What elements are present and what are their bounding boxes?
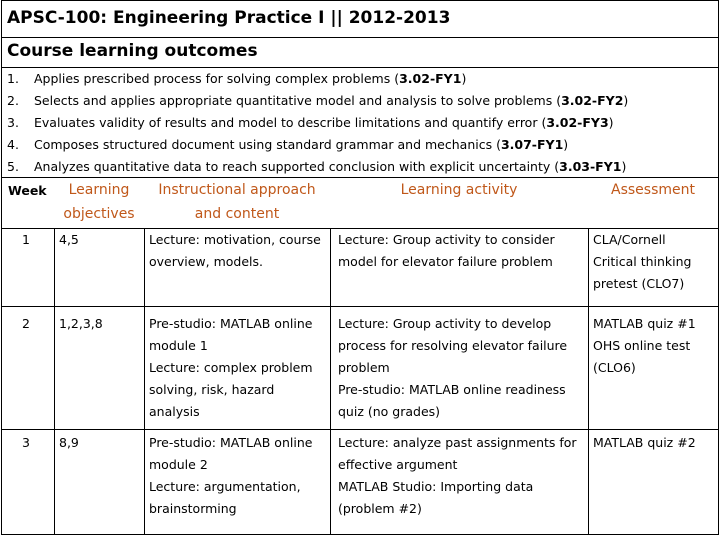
header-approach <box>144 178 330 226</box>
outcome-code: 3.02-FY3 <box>546 115 609 130</box>
approach-line: brainstorming <box>149 501 237 516</box>
outcome-close: ) <box>608 115 614 130</box>
activity-line: process for resolving elevator failure <box>338 338 568 353</box>
table-top-rule <box>2 177 718 178</box>
outcome-text <box>34 115 614 130</box>
assessment-line: CLA/Cornell <box>593 232 666 247</box>
header-objectives-line: objectives <box>63 206 135 222</box>
activity-line: effective argument <box>338 457 458 472</box>
row-objectives-value: 1,2,3,8 <box>59 316 103 331</box>
row-week-value: 3 <box>22 435 30 450</box>
activity-line: Lecture: Group activity to develop <box>338 316 552 331</box>
assessment-line: pretest (CLO7) <box>593 276 685 291</box>
row-objectives-value: 4,5 <box>59 232 79 247</box>
activity-line: problem <box>338 360 390 375</box>
title-row <box>2 1 718 38</box>
row-objectives <box>59 432 79 454</box>
row-approach <box>149 432 312 520</box>
row-activity <box>338 313 567 423</box>
row-approach <box>149 313 313 423</box>
row-divider <box>2 306 718 307</box>
row-week-value: 2 <box>22 316 30 331</box>
outcome-code: 3.02-FY2 <box>561 93 624 108</box>
page-subtitle: Course learning outcomes <box>7 41 258 61</box>
header-assessment-line: Assessment <box>611 182 695 198</box>
approach-line: solving, risk, hazard <box>149 382 275 397</box>
document-frame <box>1 0 719 535</box>
outcome-description: Selects and applies appropriate quantitative model and analysis to solve problems ( <box>34 93 562 108</box>
row-assessment <box>593 313 696 379</box>
row-objectives <box>59 313 103 335</box>
outcome-description: Applies prescribed process for solving complex problems ( <box>34 71 400 86</box>
outcome-code: 3.02-FY1 <box>399 71 462 86</box>
row-week <box>22 432 30 454</box>
outcome-number: 3. <box>7 115 19 130</box>
outcome-close: ) <box>623 93 629 108</box>
outcome-text <box>34 159 626 174</box>
approach-line: overview, models. <box>149 254 264 269</box>
outcome-number: 4. <box>7 137 19 152</box>
outcome-number: 1. <box>7 71 19 86</box>
outcome-text <box>34 137 568 152</box>
row-approach <box>149 229 321 273</box>
outcome-text <box>34 71 466 86</box>
header-week: Week <box>8 183 47 198</box>
row-objectives <box>59 229 79 251</box>
assessment-line: MATLAB quiz #2 <box>593 435 696 450</box>
activity-line: Pre-studio: MATLAB online readiness <box>338 382 566 397</box>
outcome-description: Composes structured document using standard grammar and mechanics ( <box>34 137 501 152</box>
outcome-close: ) <box>621 159 627 174</box>
approach-line: Lecture: motivation, course <box>149 232 321 247</box>
activity-line: MATLAB Studio: Importing data <box>338 479 534 494</box>
row-assessment <box>593 432 696 454</box>
header-activity <box>330 178 588 202</box>
outcome-close: ) <box>563 137 569 152</box>
row-activity <box>338 432 577 520</box>
outcome-number: 5. <box>7 159 19 174</box>
assessment-line: (CLO6) <box>593 360 636 375</box>
row-divider <box>2 429 718 430</box>
column-divider <box>144 228 145 534</box>
approach-line: Lecture: complex problem <box>149 360 313 375</box>
outcome-description: Analyzes quantitative data to reach supported conclusion with explicit uncertainty ( <box>34 159 560 174</box>
approach-line: Pre-studio: MATLAB online <box>149 435 313 450</box>
approach-line: Lecture: argumentation, <box>149 479 301 494</box>
activity-line: model for elevator failure problem <box>338 254 553 269</box>
outcome-description: Evaluates validity of results and model to describe limitations and quantify error ( <box>34 115 547 130</box>
header-approach-line: and content <box>194 206 280 222</box>
outcome-text <box>34 93 628 108</box>
column-divider <box>330 228 331 534</box>
activity-line: quiz (no grades) <box>338 404 441 419</box>
row-week <box>22 313 30 335</box>
activity-line: (problem #2) <box>338 501 422 516</box>
header-objectives-line: Learning <box>68 182 130 198</box>
subtitle-row <box>2 37 718 68</box>
row-assessment <box>593 229 691 295</box>
approach-line: analysis <box>149 404 200 419</box>
approach-line: module 2 <box>149 457 208 472</box>
outcome-code: 3.07-FY1 <box>500 137 564 152</box>
assessment-line: MATLAB quiz #1 <box>593 316 696 331</box>
header-activity-line: Learning activity <box>400 182 518 198</box>
column-divider <box>54 228 55 534</box>
outcome-close: ) <box>461 71 467 86</box>
row-objectives-value: 8,9 <box>59 435 79 450</box>
row-week <box>22 229 30 251</box>
page-title: APSC-100: Engineering Practice I || 2012-2013 <box>7 8 451 28</box>
outcome-code: 3.03-FY1 <box>559 159 622 174</box>
approach-line: module 1 <box>149 338 208 353</box>
row-activity <box>338 229 555 273</box>
activity-line: Lecture: analyze past assignments for <box>338 435 577 450</box>
column-divider <box>588 228 589 534</box>
header-objectives <box>54 178 144 226</box>
outcome-number: 2. <box>7 93 19 108</box>
activity-line: Lecture: Group activity to consider <box>338 232 555 247</box>
header-approach-line: Instructional approach <box>158 182 316 198</box>
header-assessment <box>588 178 718 202</box>
assessment-line: Critical thinking <box>593 254 692 269</box>
assessment-line: OHS online test <box>593 338 691 353</box>
approach-line: Pre-studio: MATLAB online <box>149 316 313 331</box>
row-week-value: 1 <box>22 232 30 247</box>
